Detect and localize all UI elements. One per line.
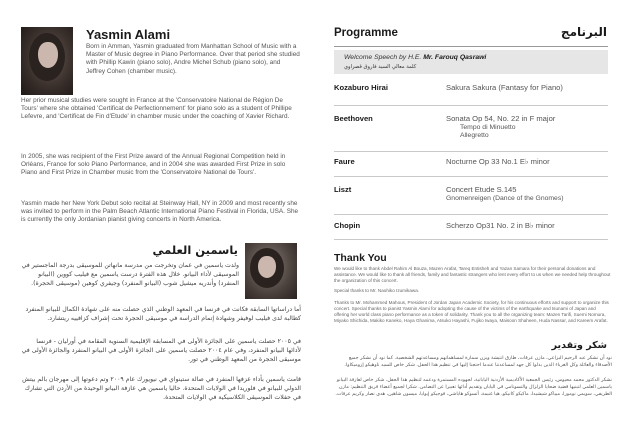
programme-row [334, 114, 608, 152]
programme-row [334, 83, 608, 106]
bio-paragraph-awards-arabic: في ٢٠٠٥ حصلت ياسمين على الجائزة الأولى في المسابقة الإقليمية السنوية المقامة في أورليان - فرنسا لأدائها البيانو المنفرد، وفي عام ٢٠٠٤ حصلت ياسمين على الجائزة الأولى في البيانو المنفرد والجائزة الأولى في موسيقى الحجرة من المعهد الوطني في تور. [21, 338, 301, 363]
work-name: Sakura Sakura (Fantasy for Piano) [446, 83, 563, 92]
welcome-speech-arabic: كلمة معالي السيد فاروق قصراوي [344, 64, 417, 70]
bio-paragraph-studies-arabic: أما دراساتها السابقة فكانت في فرنسا في المعهد الوطني الذي حصلت منه على شهادة الكمال للبيانو المنفرد كطالبة لدى فيليب لوفيفر وشهادة إتمام الدراسة في موسيقى الحجرة تحت إشراف كزافييه ريتشارد. [25, 306, 301, 322]
composer-name: Chopin [334, 221, 361, 230]
thanks-title: Thank You [334, 252, 387, 264]
thanks-paragraph-donors: We would like to thank Abdel Rahim Al Bouza, Mazen Arafat, Tareq Entisheh and Yazan Samara for their personal donations and assistance. We would like to thank all friends, family and fantastic strangers who lent every effort to us when we needed help throughout the organization of this concert. [334, 266, 611, 284]
composer-name: Faure [334, 157, 355, 166]
bio-paragraph-studies: Her prior musical studies were sought in France at the 'Conservatoire National de Région De Tours' where she obtained 'Certificat de Perfectionnement' for piano solo as a student of Phillipe Lefevre, and 'Certificat de Fin d'Etude' in chamber music under the coaching of Xavier Richard. [21, 97, 292, 121]
work-name: Scherzo Op31 No. 2 in B♭ minor [446, 221, 555, 230]
bio-paragraph-awards: In 2005, she was recipient of the First Prize award of the Annual Regional Competition held in Orléans, France for solo Piano Performance, and in 2004 she was awarded First Prize in solo Piano and First Prize in Chamber music from the 'Conservatoire National de Tours'. [21, 153, 286, 177]
work-name: Sonata Op 54, No. 22 in F major [446, 114, 556, 123]
welcome-prefix: Welcome Speech by H.E. [344, 54, 422, 61]
bio-name-arabic: ياسمين العلمي [152, 243, 238, 257]
pianist-photo [21, 27, 73, 95]
pianist-photo-arabic [245, 243, 297, 299]
bio-paragraph-debut-arabic: قامت ياسمين بأداء عزفها المنفرد في صالة ستينواي في نيويورك عام ٢٠٠٩ وتم دعوتها إلى مهرجان بالم بيتش الدولي للبيانو في فلوريدا في الولايات المتحدة. حاليا ياسمين هي عازفة البيانو الوحيدة من الأردن التي تشارك في حفلات الموسيقى الكلاسيكية في الولايات المتحدة. [22, 376, 301, 401]
photo-face [258, 256, 276, 278]
thanks-title-arabic: شكر وتقدير [551, 340, 607, 351]
bio-name: Yasmin Alami [86, 27, 171, 42]
programme-row [334, 157, 608, 177]
work-name: Concert Etude S.145 [446, 185, 517, 194]
work-title [446, 114, 555, 140]
bio-intro-arabic: ولدت ياسمين في عمان وتخرجت من مدرسة مانهاتن للموسيقى بدرجة الماجستير في الموسيقى لأداء البيانو. خلال هذه الفترة درست ياسمين مع فيليب كووين (البيانو المنفرد) وأندريه ميشيل شوب (البيانو المنفرد) وجيفري كوهين (موسيقى الحجرة). [21, 262, 239, 287]
bio-paragraph-debut: Yasmin made her New York Debut solo recital at Steinway Hall, NY in 2009 and most recently she was invited to perform in the Palm Beach Atlantic International Piano Festival in Florida, USA. She is currently the only Jordanian pianist giving concerts in North America. [21, 200, 299, 224]
programme-title: Programme [334, 27, 398, 39]
thanks-paragraph-arabic-2: نشكر الدكتور محمد محيوس، رئيس الجمعية الأكاديمية الأردنية اليابانية، لجهوده المستمرة ودعمه لتنظيم هذا الحفل. شكر خاص لعازفة البيانو ياسمين العلمي لتبنيها قضية ضحايا الزلزال والتسونامي في اليابان وتقديم أدائها تعبيرا عن التضامن. شكرا لجميع أعضاء فريق التنظيم: مازن الطريفي، سويمي نومورا، ميياكو شيشيدا، ماكيكو كانيكو، هيا غنيمة، أتسوكو هاياشي، فوجيكو إيوايا، ميسون شاهين، هدى نصار وكريم عرفات. [335, 378, 612, 398]
work-title [446, 185, 564, 203]
work-title [446, 157, 550, 167]
work-name: Nocturne Op 33 No.1 E♭ minor [446, 157, 550, 166]
programme-row [334, 221, 608, 240]
thanks-paragraph-team: Thanks to Mr. Mohammed Mahous, President of Jordan Japan Academic Society, for his continuous efforts and support to organize this concert. Special thanks to pianist Yasmin Alami for adopting the cause of the victims of the earthquake and tsunami of Japan and offering her world class piano performance as a token of solidarity. Thank you to all the organizing team: Mazen Tarifi, Suemi Nomura, Miyako Shichida, Makiko Kaneko, Haya Ghanima, Atsuko Hayashi, Fujiko Iwaya, Maisoon Shaheen, Huda Nassar, and Kareem Arafat. [334, 300, 609, 324]
welcome-speaker: Mr. Farouq Qasrawi [423, 54, 487, 61]
title-divider [334, 46, 608, 47]
programme-row [334, 185, 608, 215]
welcome-speech-box [334, 50, 608, 74]
movement: Tempo di Minuetto [460, 123, 516, 131]
thanks-paragraph-special: Special thanks to Mr. Naohiko Izumikawa. [334, 288, 420, 293]
welcome-speech-line [344, 54, 486, 61]
composer-name: Kozaburo Hirai [334, 83, 389, 92]
thanks-paragraph-arabic-1: نود أن نشكر عبد الرحيم البزاعي، مازن عرفات، طارق انتيشة ويزن سمارة لمساهماتهم ومساعدتهم الشخصية. كما نود أن نشكر جميع الأصدقاء والعائلة وكل الغرباء الذين بذلوا كل جهد لمساعدتنا عندما احتجنا إليها في تنظيم هذا الحفل. شكر خاص للسيد ناوهيكو إزوميكاوا. [344, 356, 612, 369]
programme-page [318, 0, 627, 443]
photo-face [38, 42, 58, 68]
bio-intro: Born in Amman, Yasmin graduated from Manhattan School of Music with a Master of Music degree in Piano Performance. Over that period she studied with Phillip Kawin (piano solo), Andre Michel Schub (piano solo), and Jeffrey Cohen (chamber music). [86, 43, 300, 75]
composer-name: Beethoven [334, 114, 373, 123]
programme-title-arabic: البرنامج [560, 25, 607, 39]
composer-name: Liszt [334, 185, 352, 194]
work-title [446, 221, 555, 231]
work-title [446, 83, 563, 93]
movement: Allegretto [460, 131, 489, 139]
movement: Gnomenreigen (Dance of the Gnomes) [446, 194, 564, 202]
